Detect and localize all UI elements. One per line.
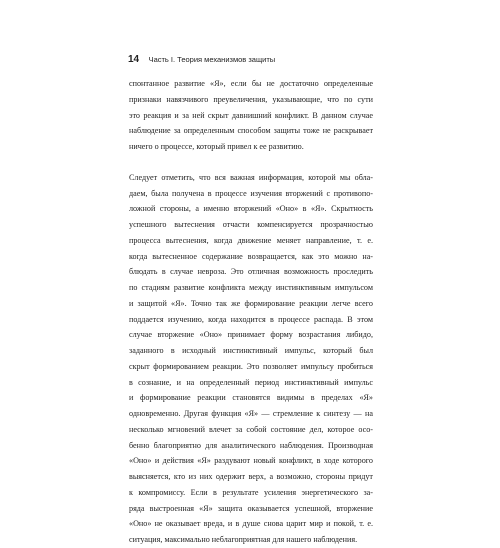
text-line: поддается изучению, когда находится в процессе распада. В этом <box>129 314 373 324</box>
text-line: блюдать в случае невроза. Это отличная возможность проследить <box>129 267 373 277</box>
text-line: по стадиям развитие конфликта между инстинктивным импульсом <box>129 283 373 292</box>
text-line: признаки навязчивого преувеличения, указывающие, что по сути <box>129 94 373 104</box>
text-line: случае вторжение «Оно» принимает форму возрастания либидо, <box>129 330 373 340</box>
text-line: несколько мгновений влечет за собой состояние дел, которое осо- <box>129 424 373 434</box>
body-text <box>129 76 373 548</box>
running-header <box>128 49 275 67</box>
text-line: и защитой «Я». Точно так же формирование реакции легче всего <box>129 298 373 308</box>
text-line: когда вытесненное содержание возвращается, как это можно на- <box>129 251 373 261</box>
page-number: 14 <box>128 54 140 65</box>
text-line: одновременно. Другая функция «Я» — стремление к синтезу — на <box>129 409 373 418</box>
text-line: бенно благоприятно для аналитического наблюдения. Производная <box>129 440 373 450</box>
text-line: и формирование реакции становятся видимы в пределах «Я» <box>129 393 373 403</box>
text-line: выясняется, кто из них одержит верх, а возможно, стороны придут <box>129 472 373 481</box>
text-line: ситуация, максимально неблагоприятная для нашего наблюдения. <box>129 535 358 544</box>
text-line: «Оно» и действия «Я» раздувают новый конфликт, в ходе которого <box>129 456 373 466</box>
text-line: в сознание, и на определенный период инстинктивный импульс <box>129 377 373 387</box>
text-line: ряда выстроенная «Я» защита оказывается успешной, вторжение <box>129 503 373 513</box>
text-line: это реакция и за ней скрыт давнишний конфликт. В данном случае <box>129 110 373 120</box>
paragraph-2 <box>129 170 373 548</box>
text-line: наблюдение за определенным способом защиты тоже не раскрывает <box>129 126 373 136</box>
text-line: ничего о процессе, который привел к ее развитию. <box>129 142 304 151</box>
text-line: Следует отметить, что вся важная информация, которой мы обла- <box>129 172 373 182</box>
text-line: ложной стороны, а именно вторжений «Оно» в «Я». Скрытность <box>129 204 373 214</box>
text-line: процесса вытеснения, когда движение меняет направление, т. е. <box>129 235 373 245</box>
text-line: к компромиссу. Если в результате усиления энергетического за- <box>129 487 373 497</box>
text-line: даем, была получена в процессе изучения вторжений с противопо- <box>129 188 373 198</box>
text-line: спонтанное развитие «Я», если бы не достаточно определенные <box>129 79 373 88</box>
paragraph-1 <box>129 76 373 155</box>
text-line: заданного в исходный инстинктивный импульс, который был <box>129 346 373 355</box>
paragraph-gap <box>129 155 373 170</box>
text-line: успешного вытеснения отчасти компенсируется прозрачностью <box>129 220 373 229</box>
running-title: Часть I. Теория механизмов защиты <box>148 55 276 64</box>
text-line: скрыт формированием реакции. Это позволяет импульсу пробиться <box>129 361 373 371</box>
text-line: «Оно» не оказывает вреда, и в душе снова царит мир и покой, т. е. <box>129 519 373 529</box>
